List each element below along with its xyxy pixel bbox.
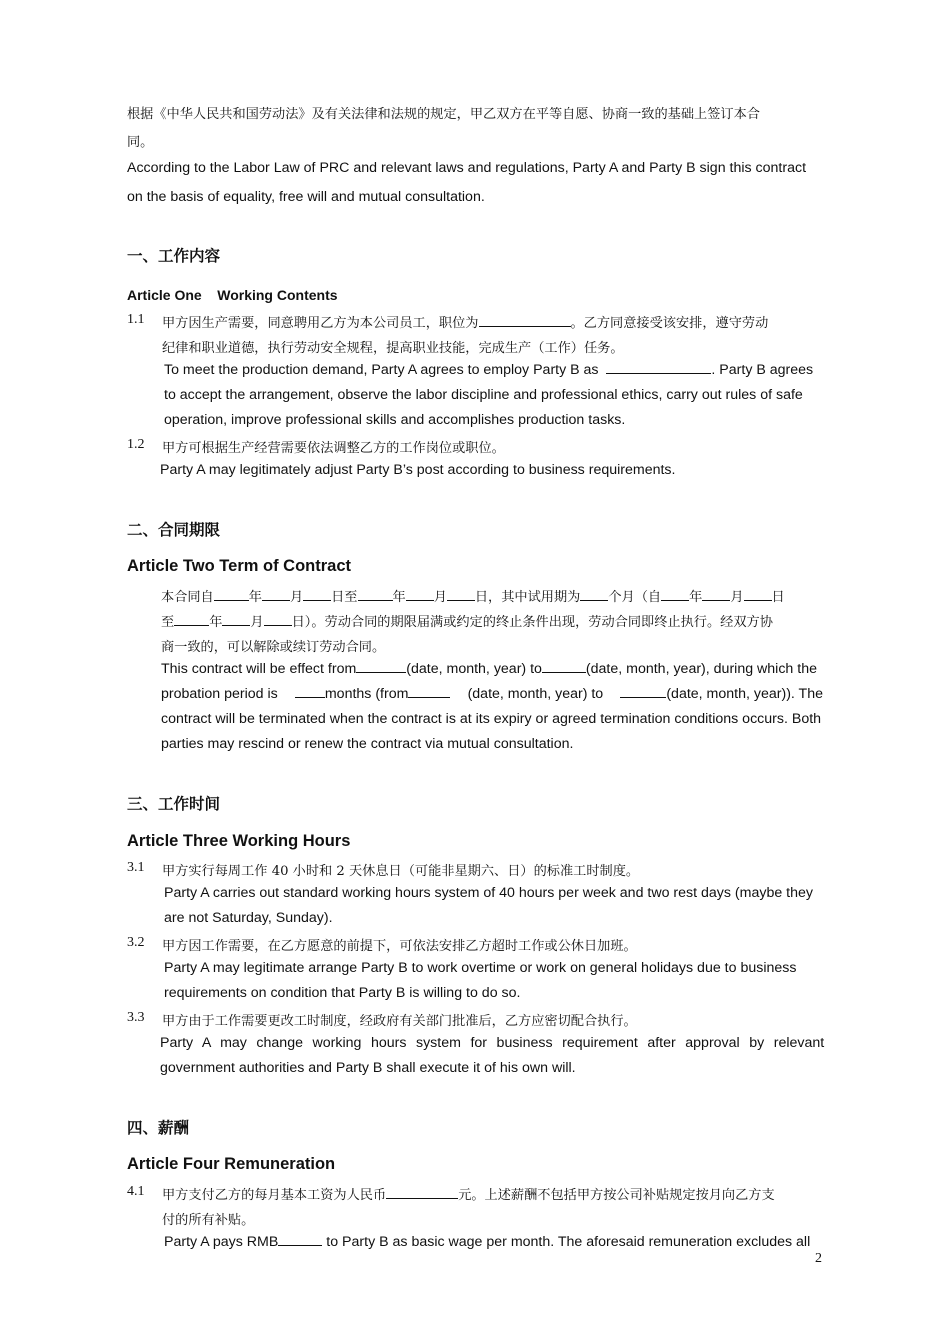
clause-number: 4.1 bbox=[127, 1184, 145, 1199]
clause-3-1-en-line2: are not Saturday, Sunday). bbox=[164, 910, 333, 926]
clause-text: 日）。劳动合同的期限届满或约定的终止条件出现，劳动合同即终止执行。经双方协 bbox=[291, 615, 773, 630]
clause-text: (date, month, year), during which the bbox=[585, 661, 817, 677]
clause-text-group bbox=[295, 686, 451, 702]
blank-year bbox=[214, 589, 249, 601]
article2-cn-line3: 商一致的，可以解除或续订劳动合同。 bbox=[161, 640, 386, 655]
clause-text: 年 bbox=[248, 590, 262, 605]
clause-text: 月 bbox=[289, 590, 304, 605]
clause-text: 甲方因生产需要，同意聘用乙方为本公司员工，职位为 bbox=[162, 316, 479, 331]
article4-title-en: Article Four Remuneration bbox=[127, 1155, 336, 1173]
clause-text: 元。上述薪酬不包括甲方按公司补贴规定按月向乙方支 bbox=[458, 1188, 775, 1203]
blank-day bbox=[303, 589, 331, 601]
clause-number: 1.1 bbox=[127, 312, 145, 327]
blank-probation-months bbox=[295, 686, 325, 698]
clause-3-3-en-line2: government authorities and Party B shall execute it of his own will. bbox=[160, 1060, 576, 1076]
article4-title-cn: 四、薪酬 bbox=[127, 1119, 190, 1137]
blank-position bbox=[479, 315, 571, 327]
clause-number: 3.2 bbox=[127, 935, 145, 950]
clause-1-2-en: Party A may legitimately adjust Party B’s post according to business requirements. bbox=[160, 462, 676, 478]
clause-text: 月 bbox=[730, 590, 744, 605]
clause-text: 至 bbox=[161, 615, 175, 630]
clause-text: 日 bbox=[771, 590, 785, 605]
clause-text: To meet the production demand, Party A agrees to employ Party B as bbox=[164, 362, 599, 378]
clause-3-2-en-line1: Party A may legitimate arrange Party B to work overtime or work on general holidays due to business bbox=[164, 960, 797, 976]
article2-title-en: Article Two Term of Contract bbox=[127, 557, 351, 575]
blank-salary bbox=[278, 1234, 322, 1246]
intro-cn-line1: 根据《中华人民共和国劳动法》及有关法律和法规的规定，甲乙双方在平等自愿、协商一致的基础上签订本合 bbox=[127, 107, 760, 122]
clause-text: 。乙方同意接受该安排，遵守劳动 bbox=[570, 316, 769, 331]
article2-title-cn: 二、合同期限 bbox=[127, 521, 221, 539]
clause-text: 个月（自 bbox=[608, 590, 662, 605]
article2-cn-line2 bbox=[161, 611, 773, 630]
clause-1-1-cn-line2: 纪律和职业道德，执行劳动安全规程，提高职业技能，完成生产（工作）任务。 bbox=[162, 341, 624, 356]
clause-text: Party A pays RMB bbox=[164, 1234, 279, 1250]
article1-title-en: Article One Working Contents bbox=[127, 287, 338, 303]
article2-en-line3: contract will be terminated when the contract is at its expiry or agreed termination conditions occurs. Both bbox=[161, 711, 822, 727]
clause-number: 1.2 bbox=[127, 437, 145, 452]
clause-3-3-en-line1 bbox=[160, 1035, 823, 1051]
clause-text: 月 bbox=[250, 615, 264, 630]
article3-title-en: Article Three Working Hours bbox=[127, 832, 351, 850]
clause-text: (date, month, year) to bbox=[406, 661, 542, 677]
blank-position bbox=[606, 362, 711, 374]
clause-1-1-cn-line1 bbox=[162, 312, 768, 331]
clause-3-1-cn: 甲方实行每周工作 40 小时和 2 天休息日（可能非星期六、日）的标准工时制度。 bbox=[162, 864, 640, 879]
intro-en-line1: According to the Labor Law of PRC and relevant laws and regulations, Party A and Party B sign this contract bbox=[127, 160, 807, 176]
clause-text: probation period is bbox=[161, 686, 278, 702]
clause-number: 3.1 bbox=[127, 860, 145, 875]
clause-text: to Party B as basic wage per month. The aforesaid remuneration excludes all bbox=[322, 1234, 811, 1250]
article2-en-line4: parties may rescind or renew the contract via mutual consultation. bbox=[161, 736, 574, 752]
blank-month bbox=[702, 589, 730, 601]
clause-text: Party A may change working hours system for business requirement after approval by relevant bbox=[160, 1035, 825, 1051]
clause-1-2-cn: 甲方可根据生产经营需要依法调整乙方的工作岗位或职位。 bbox=[162, 441, 505, 456]
clause-text: 年 bbox=[689, 590, 703, 605]
clause-text: 年 bbox=[392, 590, 406, 605]
clause-text: (date, month, year) to bbox=[467, 686, 604, 702]
clause-text-group bbox=[620, 686, 823, 702]
clause-text: This contract will be effect from bbox=[161, 661, 357, 677]
blank-salary bbox=[386, 1187, 458, 1199]
clause-number: 3.3 bbox=[127, 1010, 145, 1025]
blank-day bbox=[447, 589, 475, 601]
blank-day bbox=[744, 589, 772, 601]
intro-en-line2: on the basis of equality, free will and mutual consultation. bbox=[127, 189, 485, 205]
blank-month bbox=[406, 589, 434, 601]
clause-text: . Party B agrees bbox=[711, 362, 814, 378]
article2-cn-line1 bbox=[161, 586, 785, 605]
clause-4-1-cn-line1 bbox=[162, 1184, 775, 1203]
blank-end-date bbox=[542, 661, 586, 673]
clause-1-1-en-line1 bbox=[164, 362, 813, 378]
clause-text: 日，其中试用期为 bbox=[474, 590, 581, 605]
clause-3-3-cn: 甲方由于工作需要更改工时制度，经政府有关部门批准后，乙方应密切配合执行。 bbox=[162, 1014, 637, 1029]
blank-year bbox=[358, 589, 393, 601]
clause-4-1-cn-line2: 付的所有补贴。 bbox=[162, 1213, 255, 1228]
intro-cn-line2: 同。 bbox=[127, 135, 154, 150]
blank-month bbox=[222, 614, 250, 626]
clause-3-2-en-line2: requirements on condition that Party B is willing to do so. bbox=[164, 985, 521, 1001]
blank-probation-start bbox=[408, 686, 450, 698]
article1-title-cn: 一、工作内容 bbox=[127, 247, 221, 265]
page-number: 2 bbox=[815, 1251, 822, 1266]
clause-text: 月 bbox=[433, 590, 447, 605]
blank-probation-months bbox=[580, 589, 608, 601]
blank-day bbox=[264, 614, 292, 626]
clause-1-1-en-line3: operation, improve professional skills and accomplishes production tasks. bbox=[164, 412, 626, 428]
blank-year bbox=[661, 589, 689, 601]
clause-text: 甲方支付乙方的每月基本工资为人民币 bbox=[162, 1188, 387, 1203]
clause-text: 年 bbox=[209, 615, 223, 630]
clause-text: 日至 bbox=[331, 590, 358, 605]
blank-year bbox=[174, 614, 209, 626]
article3-title-cn: 三、工作时间 bbox=[127, 795, 221, 813]
clause-4-1-en-line1 bbox=[164, 1234, 810, 1250]
clause-3-2-cn: 甲方因工作需要，在乙方愿意的前提下，可依法安排乙方超时工作或公休日加班。 bbox=[162, 939, 637, 954]
blank-probation-end bbox=[620, 686, 666, 698]
blank-start-date bbox=[356, 661, 406, 673]
clause-3-1-en-line1: Party A carries out standard working hours system of 40 hours per week and two rest days (maybe they bbox=[164, 885, 813, 901]
clause-text: (date, month, year)). The bbox=[666, 686, 823, 702]
blank-month bbox=[262, 589, 290, 601]
article2-en-line1 bbox=[161, 661, 817, 677]
clause-1-1-en-line2: to accept the arrangement, observe the labor discipline and professional ethics, carry out rules of safe bbox=[164, 387, 803, 403]
clause-text: 本合同自 bbox=[161, 590, 214, 605]
article2-en-line2 bbox=[161, 686, 823, 702]
clause-text: months (from bbox=[324, 686, 409, 702]
